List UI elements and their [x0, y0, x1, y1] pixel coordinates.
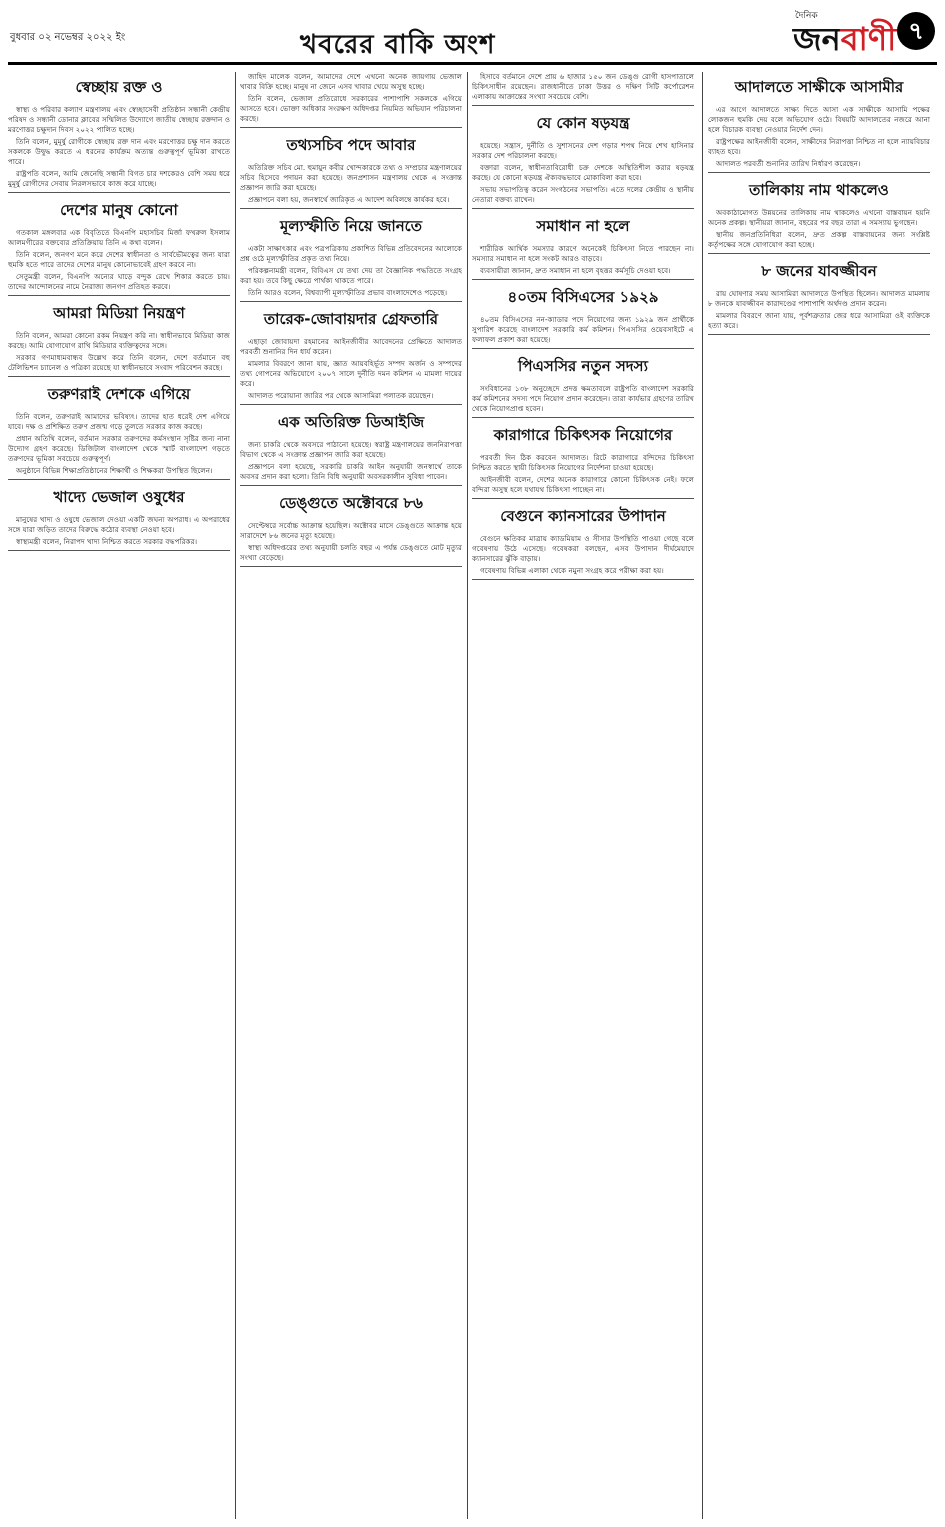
- article-paragraph: তিনি বলেন, তরুণরাই আমাদের ভবিষ্যৎ। তাদের হাত ধরেই দেশ এগিয়ে যাবে। দক্ষ ও প্রশিক্ষিত তরুণ প্রজন্ম গড়ে তুলতে সরকার কাজ করছে।: [8, 412, 230, 431]
- article-headline: ডেঙ্গুতে অক্টোবরে ৮৬: [279, 494, 423, 512]
- article-headline: আমরা মিডিয়া নিয়ন্ত্রণ: [53, 304, 185, 322]
- article-body: [8, 105, 230, 189]
- column-4: [708, 72, 930, 1519]
- article-divider: [708, 334, 930, 335]
- article-paragraph: তিনি বলেন, আমরা কোনো রকম নিয়ন্ত্রণ করি না। স্বাধীনভাবে মিডিয়া কাজ করছে। আমি যোগাযোগ রাখি মিডিয়ার ব্যক্তিত্বদের সঙ্গে।: [8, 331, 230, 350]
- article-body: [8, 412, 230, 476]
- article-paragraph: অতিরিক্ত সচিব মো. হুমায়ুন কবীর খোন্দকারকে তথ্য ও সম্প্রচার মন্ত্রণালয়ের সচিব হিসেবে পদায়ন করা হয়েছে। জনপ্রশাসন মন্ত্রণালয় থেকে এ সংক্রান্ত প্রজ্ঞাপন জারি করা হয়েছে।: [240, 163, 462, 192]
- article-divider: [8, 192, 230, 193]
- article: [708, 260, 930, 335]
- article-paragraph: স্বাস্থ্যমন্ত্রী বলেন, নিরাপদ খাদ্য নিশ্চিত করতে সরকার বদ্ধপরিকর।: [16, 537, 198, 546]
- article-divider: [708, 172, 930, 173]
- article-paragraph: হিসাবে বর্তমানে দেশে প্রায় ৬ হাজার ১৫০ জন ডেঙ্গু রোগী হাসপাতালে চিকিৎসাধীন রয়েছেন। রাজধানীতে ঢাকা উত্তর ও দক্ষিণ সিটি কর্পোরেশন এলাকায় আক্রান্তের সংখ্যা সবচেয়ে বেশি।: [472, 72, 694, 101]
- newspaper-logo: [765, 8, 935, 56]
- article-divider: [240, 301, 462, 302]
- article-body: [472, 141, 694, 205]
- article-paragraph: অবকাঠামোগত উন্নয়নের তালিকায় নাম থাকলেও এখনো বাস্তবায়ন হয়নি অনেক প্রকল্প। স্থানীয়রা জানান, বছরের পর বছর তারা এ সমস্যায় ভুগছেন।: [708, 208, 930, 227]
- article-body: [472, 244, 694, 276]
- column-divider: [235, 72, 236, 1519]
- article-body: [8, 228, 230, 292]
- article-paragraph: পরিকল্পনামন্ত্রী বলেন, বিবিএস যে তথ্য দেয় তা বৈজ্ঞানিক পদ্ধতিতে সংগ্রহ করা হয়। তবে কিছু ক্ষেত্রে পার্থক্য থাকতে পারে।: [240, 266, 462, 285]
- article: [8, 76, 230, 193]
- article-divider: [472, 105, 694, 106]
- article: [240, 411, 462, 486]
- article-divider: [240, 566, 462, 567]
- logo-part1: জন: [793, 20, 841, 58]
- article: [8, 199, 230, 296]
- article-headline: তারেক-জোবায়দার গ্রেফতারি: [263, 310, 439, 328]
- article-body: [472, 453, 694, 495]
- article-body: [708, 105, 930, 169]
- article-paragraph: সংবিধানের ১৩৮ অনুচ্ছেদে প্রদত্ত ক্ষমতাবলে রাষ্ট্রপতি বাংলাদেশ সরকারি কর্ম কমিশনের সদস্য পদে নিয়োগ প্রদান করেছেন। তারা কার্যভার গ্রহণের তারিখ থেকে নিয়োগপ্রাপ্ত হবেন।: [472, 384, 694, 413]
- article-divider: [472, 417, 694, 418]
- section-title: খবরের বাকি অংশ: [300, 30, 496, 60]
- article-paragraph: শারীরিক আর্থিক সমস্যার কারণে অনেকেই চিকিৎসা নিতে পারছেন না। সমস্যার সমাধান না হলে সংকট আরও বাড়বে।: [472, 244, 694, 263]
- article-headline: স্বেচ্ছায় রক্ত ও: [75, 78, 163, 96]
- column-divider: [702, 72, 703, 1519]
- article-divider: [8, 295, 230, 296]
- article-paragraph: সভায় সভাপতিত্ব করেন সংগঠনের সভাপতি। এতে দলের কেন্দ্রীয় ও স্থানীয় নেতারা বক্তব্য রাখেন।: [472, 185, 694, 204]
- article: [472, 424, 694, 499]
- article-paragraph: সেপ্টেম্বরে সর্বোচ্চ আক্রান্ত হয়েছিল। অক্টোবর মাসে ডেঙ্গুতে আক্রান্ত হয়ে সারাদেশে ৮৬ জনের মৃত্যু হয়েছে।: [240, 521, 462, 540]
- article-paragraph: প্রজ্ঞাপনে বলা হয়, জনস্বার্থে জারিকৃত এ আদেশ অবিলম্বে কার্যকর হবে।: [248, 195, 450, 204]
- article-paragraph: গতকাল মঙ্গলবার এক বিবৃতিতে বিএনপি মহাসচিব মির্জা ফখরুল ইসলাম আলমগীরের বক্তব্যের প্রতিক্রিয়ায় তিনি এ কথা বলেন।: [8, 228, 230, 247]
- article-paragraph: স্বাস্থ্য অধিদপ্তরের তথ্য অনুযায়ী চলতি বছর এ পর্যন্ত ডেঙ্গুতে মোট মৃত্যুর সংখ্যা বেড়েছে।: [240, 543, 462, 562]
- article-paragraph: আইনজীবী বলেন, দেশের অনেক কারাগারে কোনো চিকিৎসক নেই। ফলে বন্দিরা অসুস্থ হলে যথাযথ চিকিৎসা পাচ্ছেন না।: [472, 475, 694, 494]
- article: [472, 286, 694, 349]
- article: [472, 355, 694, 418]
- article-paragraph: মামলার বিবরণে জানা যায়, জ্ঞাত আয়বহির্ভূত সম্পদ অর্জন ও সম্পদের তথ্য গোপনের অভিযোগে ২০০৭ সালে দুর্নীতি দমন কমিশন এ মামলা দায়ের করে।: [240, 359, 462, 388]
- column-1: [8, 72, 230, 1519]
- column-3: [472, 72, 694, 1519]
- article-divider: [8, 550, 230, 551]
- issue-date: বুধবার ০২ নভেম্বর ২০২২ ইং: [10, 32, 126, 43]
- article: [708, 76, 930, 173]
- article: [472, 505, 694, 580]
- article-paragraph: আদালত পরোয়ানা জারির পর থেকে আসামিরা পলাতক রয়েছেন।: [248, 391, 434, 400]
- article: [8, 486, 230, 551]
- article-paragraph: জন্য চাকরি থেকে অবসরে পাঠানো হয়েছে। স্বরাষ্ট্র মন্ত্রণালয়ের জননিরাপত্তা বিভাগ থেকে এ সংক্রান্ত প্রজ্ঞাপন জারি করা হয়েছে।: [240, 440, 462, 459]
- article-headline: দেশের মানুষ কোনো: [60, 201, 178, 219]
- logo-name: [793, 14, 896, 68]
- article-paragraph: প্রজ্ঞাপনে বলা হয়েছে, সরকারি চাকরি আইন অনুযায়ী জনস্বার্থে তাকে অবসর প্রদান করা হলো। তিনি বিধি অনুযায়ী অবসরকালীন সুবিধা পাবেন।: [240, 462, 462, 481]
- page-header: [0, 0, 945, 60]
- article-paragraph: ব্যবসায়ীরা জানান, দ্রুত সমাধান না হলে বৃহত্তর কর্মসূচি দেওয়া হবে।: [480, 266, 671, 275]
- article-paragraph: জাহিদ মালেক বলেন, আমাদের দেশে এখনো অনেক জায়গায় ভেজাল খাবার বিক্রি হচ্ছে। মানুষ না জেনে এসব খাবার খেয়ে অসুস্থ হচ্ছে।: [240, 72, 462, 91]
- article: [8, 302, 230, 377]
- article-divider: [472, 208, 694, 209]
- article-body: [708, 208, 930, 250]
- article-headline: ৮ জনের যাবজ্জীবন: [761, 262, 877, 280]
- article-divider: [240, 208, 462, 209]
- header-rule: [8, 62, 937, 65]
- article-headline: আদালতে সাক্ষীকে আসামীর: [734, 78, 904, 96]
- article-paragraph: তিনি আরও বলেন, বিশ্বব্যাপী মূল্যস্ফীতির প্রভাব বাংলাদেশেও পড়েছে।: [248, 288, 448, 297]
- article-paragraph: একটা সাক্ষাৎকার এবং পত্রপত্রিকায় প্রকাশিত বিভিন্ন প্রতিবেদনের আলোকে প্রশ্ন ওঠে মূল্যস্ফীতির প্রকৃত তথ্য নিয়ে।: [240, 244, 462, 263]
- article: [240, 72, 462, 128]
- article-body: [472, 534, 694, 576]
- article-paragraph: তিনি বলেন, ভেজাল প্রতিরোধে সরকারের পাশাপাশি সকলকে এগিয়ে আসতে হবে। ভোক্তা অধিকার সংরক্ষণ অধিদপ্তর নিয়মিত অভিযান পরিচালনা করছে।: [240, 94, 462, 123]
- article: [240, 134, 462, 209]
- article-divider: [472, 498, 694, 499]
- article-divider: [472, 579, 694, 580]
- article-paragraph: আদালত পরবর্তী শুনানির তারিখ নির্ধারণ করেছেন।: [716, 159, 861, 168]
- column-2: [240, 72, 462, 1519]
- article-paragraph: স্বাস্থ্য ও পরিবার কল্যাণ মন্ত্রণালয় এবং স্বেচ্ছাসেবী প্রতিষ্ঠান সন্ধানী কেন্দ্রীয় পরিষদ ও সন্ধানী ডোনার ক্লাবের সম্মিলিত উদ্যোগে জাতীয় স্বেচ্ছায় রক্তদান ও মরণোত্তর চক্ষুদান দিবস ২০২২ পালিত হচ্ছে।: [8, 105, 230, 134]
- article-divider: [240, 485, 462, 486]
- article-paragraph: রাষ্ট্রপক্ষের আইনজীবী বলেন, সাক্ষীদের নিরাপত্তা নিশ্চিত না হলে ন্যায়বিচার ব্যাহত হবে।: [708, 137, 930, 156]
- article-divider: [472, 348, 694, 349]
- article-body: [240, 521, 462, 563]
- article: [472, 72, 694, 106]
- logo-daily: দৈনিক: [795, 11, 818, 21]
- article-body: [240, 163, 462, 205]
- article: [240, 308, 462, 405]
- article-paragraph: বক্তারা বলেন, স্বাধীনতাবিরোধী চক্র দেশকে অস্থিতিশীল করার ষড়যন্ত্র করছে। যে কোনো ষড়যন্ত্র ঐক্যবদ্ধভাবে মোকাবিলা করা হবে।: [472, 163, 694, 182]
- article-divider: [472, 279, 694, 280]
- article-paragraph: তিনি বলেন, মুমূর্ষু রোগীকে স্বেচ্ছায় রক্ত দান এবং মরণোত্তর চক্ষু দান করতে সকলকে উদ্বুদ্ধ করতে এ ধরনের কার্যক্রম অত্যন্ত গুরুত্বপূর্ণ ভূমিকা রাখতে পারে।: [8, 137, 230, 166]
- article-paragraph: গবেষণায় বিভিন্ন এলাকা থেকে নমুনা সংগ্রহ করে পরীক্ষা করা হয়।: [480, 566, 664, 575]
- article-headline: তালিকায় নাম থাকলেও: [749, 181, 889, 199]
- logo-part2: বাণী: [840, 20, 897, 58]
- article: [472, 112, 694, 209]
- article-paragraph: এছাড়া জোবায়দা রহমানের আইনজীবীর আবেদনের প্রেক্ষিতে আদালত পরবর্তী শুনানির দিন ধার্য করেন।: [240, 337, 462, 356]
- article-paragraph: রায় ঘোষণার সময় আসামিরা আদালতে উপস্থিত ছিলেন। আদালত মামলায় ৮ জনকে যাবজ্জীবন কারাদণ্ডের পাশাপাশি অর্থদণ্ড প্রদান করেন।: [708, 289, 930, 308]
- article-body: [240, 72, 462, 124]
- column-divider: [467, 72, 468, 1519]
- article: [240, 492, 462, 567]
- article-paragraph: ৪০তম বিসিএসের নন-ক্যাডার পদে নিয়োগের জন্য ১৯২৯ জন প্রার্থীকে সুপারিশ করেছে বাংলাদেশ সরকারি কর্ম কমিশন। পিএসসির ওয়েবসাইটে এ ফলাফল প্রকাশ করা হয়েছে।: [472, 315, 694, 344]
- article-paragraph: এর আগে আদালতে সাক্ষ্য দিতে আসা এক সাক্ষীকে আসামি পক্ষের লোকজন হুমকি দেয় বলে অভিযোগ ওঠে। বিষয়টি আদালতের নজরে আনা হলে বিচারক ব্যবস্থা নেওয়ার নির্দেশ দেন।: [708, 105, 930, 134]
- article-headline: সমাধান না হলে: [536, 217, 630, 235]
- article-body: [8, 331, 230, 373]
- article-body: [472, 315, 694, 345]
- article-headline: কারাগারে চিকিৎসক নিয়োগের: [493, 426, 673, 444]
- article-paragraph: সেতুমন্ত্রী বলেন, বিএনপি অন্যের ঘাড়ে বন্দুক রেখে শিকার করতে চায়। তাদের আন্দোলনের নামে নৈরাজ্য জনগণ প্রতিহত করবে।: [8, 272, 230, 291]
- article-headline: তরুণরাই দেশকে এগিয়ে: [47, 385, 191, 403]
- article-paragraph: স্থানীয় জনপ্রতিনিধিরা বলেন, দ্রুত প্রকল্প বাস্তবায়নের জন্য সংশ্লিষ্ট কর্তৃপক্ষের সঙ্গে যোগাযোগ করা হচ্ছে।: [708, 230, 930, 249]
- article-divider: [8, 479, 230, 480]
- article-divider: [240, 127, 462, 128]
- article-body: [472, 384, 694, 414]
- article-body: [472, 72, 694, 102]
- article-paragraph: মামলার বিবরণে জানা যায়, পূর্বশত্রুতার জের ধরে আসামিরা ওই ব্যক্তিকে হত্যা করে।: [708, 311, 930, 330]
- article-paragraph: পরবর্তী দিন ঠিক করবেন আদালত। রিটে কারাগারে বন্দিদের চিকিৎসা নিশ্চিত করতে স্থায়ী চিকিৎসক নিয়োগের নির্দেশনা চাওয়া হয়েছে।: [472, 453, 694, 472]
- article-paragraph: অনুষ্ঠানে বিভিন্ন শিক্ষাপ্রতিষ্ঠানের শিক্ষার্থী ও শিক্ষকরা উপস্থিত ছিলেন।: [16, 466, 213, 475]
- article-body: [240, 337, 462, 401]
- article-headline: বেগুনে ক্যানসারের উপাদান: [500, 507, 666, 525]
- article-body: [240, 244, 462, 298]
- article: [708, 179, 930, 254]
- article-paragraph: মানুষের খাদ্য ও ওষুধে ভেজাল দেওয়া একটি জঘন্য অপরাধ। এ অপরাধের সঙ্গে যারা জড়িত তাদের বিরুদ্ধে কঠোর ব্যবস্থা নেওয়া হবে।: [8, 515, 230, 534]
- article-divider: [8, 376, 230, 377]
- article-body: [8, 515, 230, 547]
- article-body: [240, 440, 462, 482]
- article-divider: [240, 404, 462, 405]
- article-headline: তথ্যসচিব পদে আবার: [286, 136, 416, 154]
- article-headline: ৪০তম বিসিএসের ১৯২৯: [507, 288, 659, 306]
- article-headline: যে কোন ষড়যন্ত্র: [536, 114, 630, 132]
- article-paragraph: হয়েছে। সন্ত্রাস, দুর্নীতি ও সুশাসনের দেশ গড়ার শপথ নিয়ে শেখ হাসিনার সরকার দেশ পরিচালনা করছে।: [472, 141, 694, 160]
- article-body: [708, 289, 930, 331]
- page-number: ৭: [897, 12, 935, 50]
- article-paragraph: তিনি বলেন, জনগণ মনে করে দেশের স্বাধীনতা ও সার্বভৌমত্বের জন্য যারা হুমকি হতে পারে তাদের দেশের মানুষ কোনোভাবেই গ্রহণ করবে না।: [8, 250, 230, 269]
- article: [472, 215, 694, 280]
- article-headline: খাদ্যে ভেজাল ওষুধের: [53, 488, 185, 506]
- article-divider: [708, 253, 930, 254]
- article-paragraph: রাষ্ট্রপতি বলেন, আমি জেনেছি সন্ধানী বিগত চার দশকেরও বেশি সময় ধরে মুমূর্ষু রোগীদের সেবায় নিরলসভাবে কাজ করে যাচ্ছে।: [8, 169, 230, 188]
- article-headline: এক অতিরিক্ত ডিআইজি: [277, 413, 425, 431]
- article-paragraph: প্রধান অতিথি বলেন, বর্তমান সরকার তরুণদের কর্মসংস্থান সৃষ্টির জন্য নানা উদ্যোগ গ্রহণ করেছে। ডিজিটাল বাংলাদেশ থেকে স্মার্ট বাংলাদেশ গড়তে তরুণদের ভূমিকা সবচেয়ে গুরুত্বপূর্ণ।: [8, 434, 230, 463]
- article-headline: মূল্যস্ফীতি নিয়ে জানতে: [280, 217, 422, 235]
- article: [240, 215, 462, 302]
- article-headline: পিএসসির নতুন সদস্য: [518, 357, 648, 375]
- article-paragraph: সরকার গণমাধ্যমবান্ধব উল্লেখ করে তিনি বলেন, দেশে বর্তমানে বহু টেলিভিশন চ্যানেল ও পত্রিকা রয়েছে যা স্বাধীনভাবে সংবাদ পরিবেশন করছে।: [8, 353, 230, 372]
- article: [8, 383, 230, 480]
- article-paragraph: বেগুনে ক্ষতিকর মাত্রায় ক্যাডমিয়াম ও সীসার উপস্থিতি পাওয়া গেছে বলে গবেষণায় উঠে এসেছে। গবেষকরা বলছেন, এসব উপাদান দীর্ঘমেয়াদে ক্যানসারের ঝুঁকি বাড়ায়।: [472, 534, 694, 563]
